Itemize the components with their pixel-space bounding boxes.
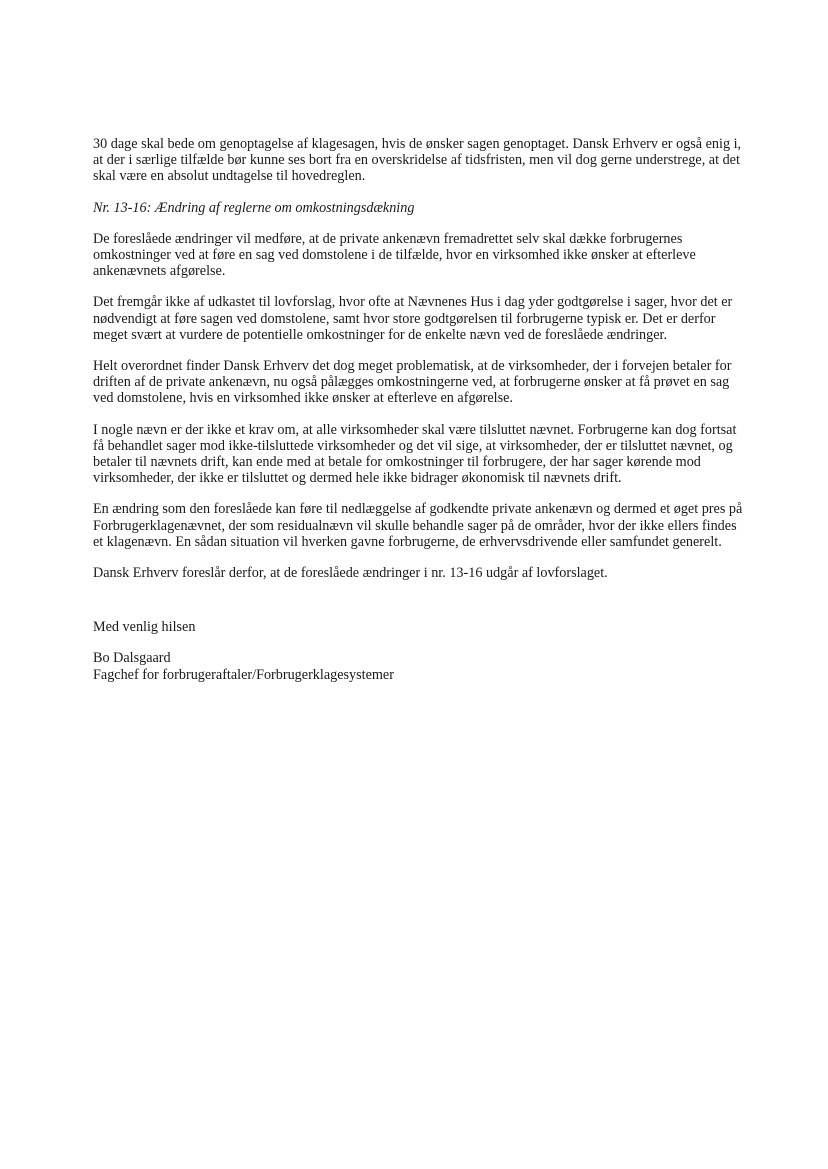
closing-greeting: Med venlig hilsen — [93, 619, 196, 636]
signature-block — [93, 650, 743, 682]
section-heading: Nr. 13-16: Ændring af reglerne om omkostningsdækning — [93, 199, 415, 216]
spacer — [93, 596, 743, 619]
signature-name: Bo Dalsgaard — [93, 650, 171, 667]
paragraph-5: En ændring som den foreslåede kan føre til nedlæggelse af godkendte private ankenævn og dermed et øget pres på Forbrugerklagenævnet, der som residualnævn vil skulle behandle sager på de områder, hvor der ikke ellers findes et klagenævn. En sådan situation vil hverken gavne forbrugerne, de erhvervsdrivende eller samfundet generelt. — [93, 501, 743, 550]
paragraph-6: Dansk Erhverv foreslår derfor, at de foreslåede ændringer i nr. 13-16 udgår af lovforslaget. — [93, 565, 608, 582]
paragraph-intro: 30 dage skal bede om genoptagelse af klagesagen, hvis de ønsker sagen genoptaget. Dansk Erhverv er også enig i, at der i særlige tilfælde bør kunne ses bort fra en overskridelse af tidsfristen, men vil dog gerne understrege, at det skal være en absolut undtagelse til hovedreglen. — [93, 136, 742, 185]
document-body — [93, 136, 743, 698]
signature-title: Fagchef for forbrugeraftaler/Forbrugerklagesystemer — [93, 666, 394, 683]
paragraph-4: I nogle nævn er der ikke et krav om, at alle virksomheder skal være tilsluttet nævnet. Forbrugerne kan dog fortsat få behandlet sager mod ikke-tilsluttede virksomheder og det vil sige, at virksomheder, der er tilsluttet nævnet, og betaler til nævnets drift, kan ende med at betale for omkostninger til forbrugere, der har sager kørende mod virksomheder, der ikke er tilsluttet og dermed hele ikke bidrager økonomisk til nævnets drift. — [93, 421, 737, 487]
paragraph-2: Det fremgår ikke af udkastet til lovforslag, hvor ofte at Nævnenes Hus i dag yder godtgørelse i sager, hvor det er nødvendigt at føre sagen ved domstolene, samt hvor store godtgørelsen til forbrugerne typisk er. Det er derfor meget svært at vurdere de potentielle omkostninger for de enkelte nævn ved de foreslåede ændringer. — [93, 294, 733, 343]
paragraph-1: De foreslåede ændringer vil medføre, at de private ankenævn fremadrettet selv skal dække forbrugernes omkostninger ved at føre en sag ved domstolene i de tilfælde, hvor en virksomhed ikke ønsker at efterleve ankenævnets afgørelse. — [93, 230, 696, 280]
paragraph-3: Helt overordnet finder Dansk Erhverv det dog meget problematisk, at de virksomheder, der i forvejen betaler for driften af de private ankenævn, nu også pålægges omkostningerne ved, at forbrugerne ønsker at få prøvet en sag ved domstolene, hvis en virksomhed ikke ønsker at efterleve en afgørelse. — [93, 358, 732, 407]
